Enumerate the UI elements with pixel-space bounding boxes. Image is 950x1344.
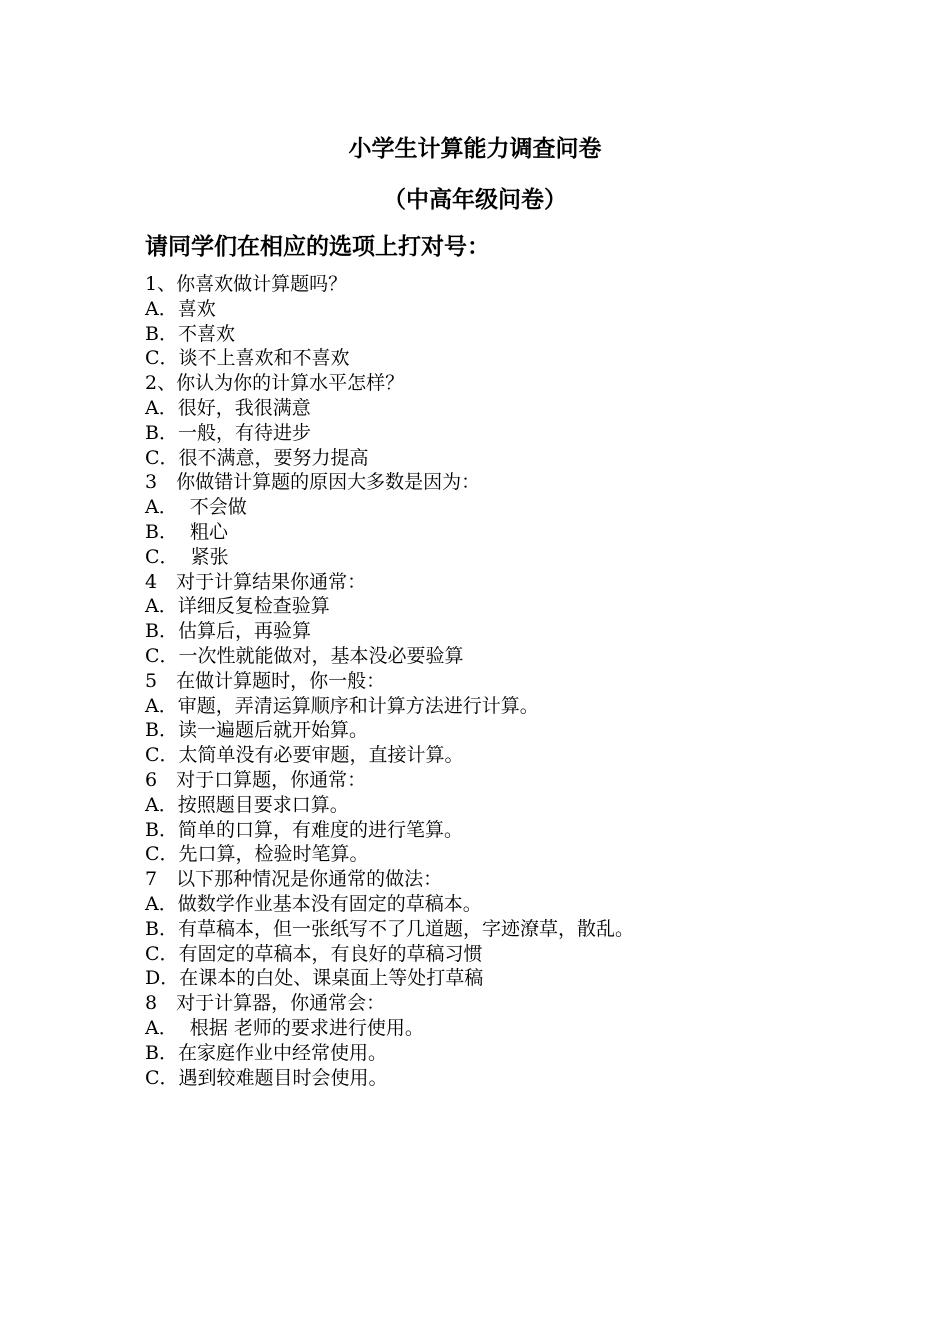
option-6c: C．先口算，检验时笔算。: [145, 843, 369, 866]
question-3: 3 你做错计算题的原因大多数是因为：: [145, 471, 481, 494]
option-4b: B．估算后，再验算: [145, 620, 311, 643]
page-subtitle: （中高年级问卷）: [383, 187, 567, 213]
question-5: 5 在做计算题时，你一般：: [145, 669, 386, 692]
option-7a: A．做数学作业基本没有固定的草稿本。: [145, 892, 482, 915]
option-2a: A．很好，我很满意: [145, 396, 311, 419]
option-3b: B． 粗心: [145, 520, 229, 543]
question-8: 8 对于计算器，你通常会：: [145, 992, 386, 1015]
option-3a: A． 不会做: [145, 496, 247, 519]
option-1c: C．谈不上喜欢和不喜欢: [145, 347, 350, 370]
instruction-text: 请同学们在相应的选项上打对号：: [145, 234, 490, 260]
option-3c: C． 紧张: [145, 545, 229, 568]
question-6: 6 对于口算题，你通常：: [145, 768, 367, 791]
question-4: 4 对于计算结果你通常：: [145, 570, 367, 593]
question-2: 2、你认为你的计算水平怎样？: [145, 372, 405, 395]
option-6b: B．简单的口算，有难度的进行笔算。: [145, 818, 463, 841]
option-4a: A．详细反复检查验算: [145, 595, 330, 618]
option-7d: D．在课本的白处、课桌面上等处打草稿: [145, 967, 484, 990]
option-6a: A．按照题目要求口算。: [145, 793, 349, 816]
option-8a: A． 根据 老师的要求进行使用。: [145, 1016, 424, 1039]
option-2b: B．一般，有待进步: [145, 421, 311, 444]
option-1b: B．不喜欢: [145, 322, 235, 345]
option-8c: C．遇到较难题目时会使用。: [145, 1066, 388, 1089]
option-5c: C．太简单没有必要审题，直接计算。: [145, 744, 464, 767]
question-list: [145, 272, 845, 1090]
option-7b: B．有草稿本，但一张纸写不了几道题，字迹潦草，散乱。: [145, 917, 634, 940]
option-4c: C．一次性就能做对，基本没必要验算: [145, 644, 464, 667]
option-5a: A．审题，弄清运算顺序和计算方法进行计算。: [145, 694, 539, 717]
option-1a: A．喜欢: [145, 297, 216, 320]
option-5b: B．读一遍题后就开始算。: [145, 719, 368, 742]
question-7: 7 以下那种情况是你通常的做法：: [145, 868, 443, 891]
page-title: 小学生计算能力调查问卷: [348, 136, 602, 162]
option-7c: C．有固定的草稿本，有良好的草稿习惯: [145, 942, 483, 965]
option-8b: B．在家庭作业中经常使用。: [145, 1041, 387, 1064]
question-1: 1、你喜欢做计算题吗？: [145, 273, 348, 295]
option-2c: C．很不满意，要努力提高: [145, 446, 369, 469]
